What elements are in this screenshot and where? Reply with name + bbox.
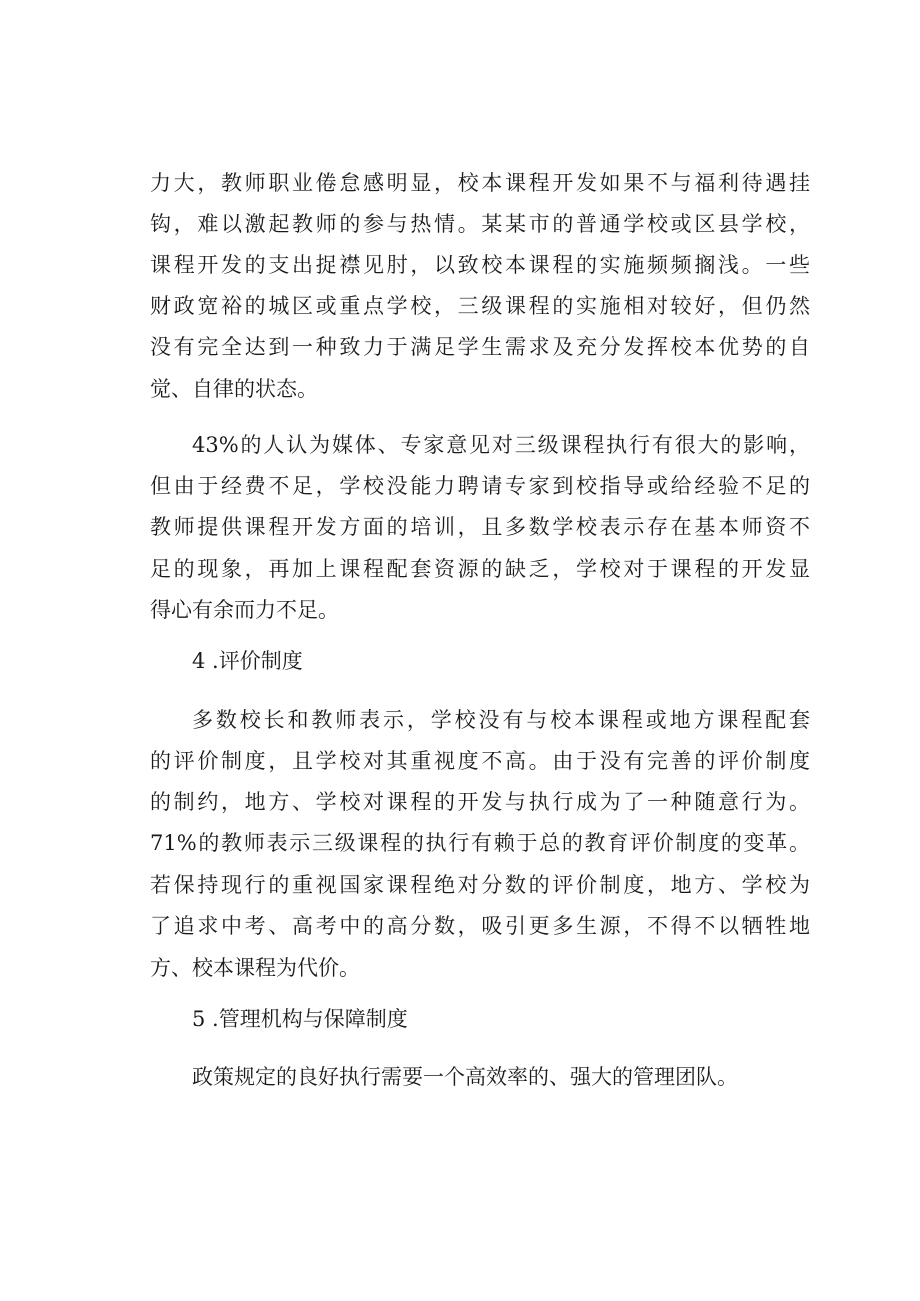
paragraph-line: 力大，教师职业倦怠感明显，校本课程开发如果不与福利待遇挂: [150, 171, 810, 195]
paragraph-line: 多数校长和教师表示，学校没有与校本课程或地方课程配套: [192, 708, 810, 732]
paragraph-line: 足的现象，再加上课程配套资源的缺乏，学校对于课程的开发显: [150, 557, 810, 581]
section-heading: 4 .评价制度: [192, 649, 303, 673]
paragraph-line: 财政宽裕的城区或重点学校，三级课程的实施相对较好，但仍然: [150, 294, 810, 318]
paragraph-line: 钩，难以激起教师的参与热情。某某市的普通学校或区县学校，: [150, 212, 810, 236]
paragraph-line: 71%的教师表示三级课程的执行有赖于总的教育评价制度的变革。: [150, 831, 810, 855]
paragraph-line: 43%的人认为媒体、专家意见对三级课程执行有很大的影响，: [192, 433, 810, 457]
paragraph-line: 的评价制度，且学校对其重视度不高。由于没有完善的评价制度: [150, 749, 810, 773]
paragraph-line: 方、校本课程为代价。: [150, 956, 360, 980]
paragraph-line: 了追求中考、高考中的高分数，吸引更多生源，不得不以牺牲地: [150, 914, 810, 938]
paragraph-line: 教师提供课程开发方面的培训，且多数学校表示存在基本师资不: [150, 515, 810, 539]
paragraph-line: 觉、自律的状态。: [150, 377, 318, 401]
paragraph-line: 的制约，地方、学校对课程的开发与执行成为了一种随意行为。: [150, 790, 810, 814]
paragraph-line: 课程开发的支出捉襟见肘，以致校本课程的实施频频搁浅。一些: [150, 253, 810, 277]
paragraph-line: 政策规定的良好执行需要一个高效率的、强大的管理团队。: [192, 1065, 738, 1089]
paragraph-line: 但由于经费不足，学校没能力聘请专家到校指导或给经验不足的: [150, 474, 810, 498]
paragraph-line: 得心有余而力不足。: [150, 598, 339, 622]
section-heading: 5 .管理机构与保障制度: [192, 1007, 408, 1031]
paragraph-line: 没有完全达到一种致力于满足学生需求及充分发挥校本优势的自: [150, 335, 810, 359]
paragraph-line: 若保持现行的重视国家课程绝对分数的评价制度，地方、学校为: [150, 873, 810, 897]
